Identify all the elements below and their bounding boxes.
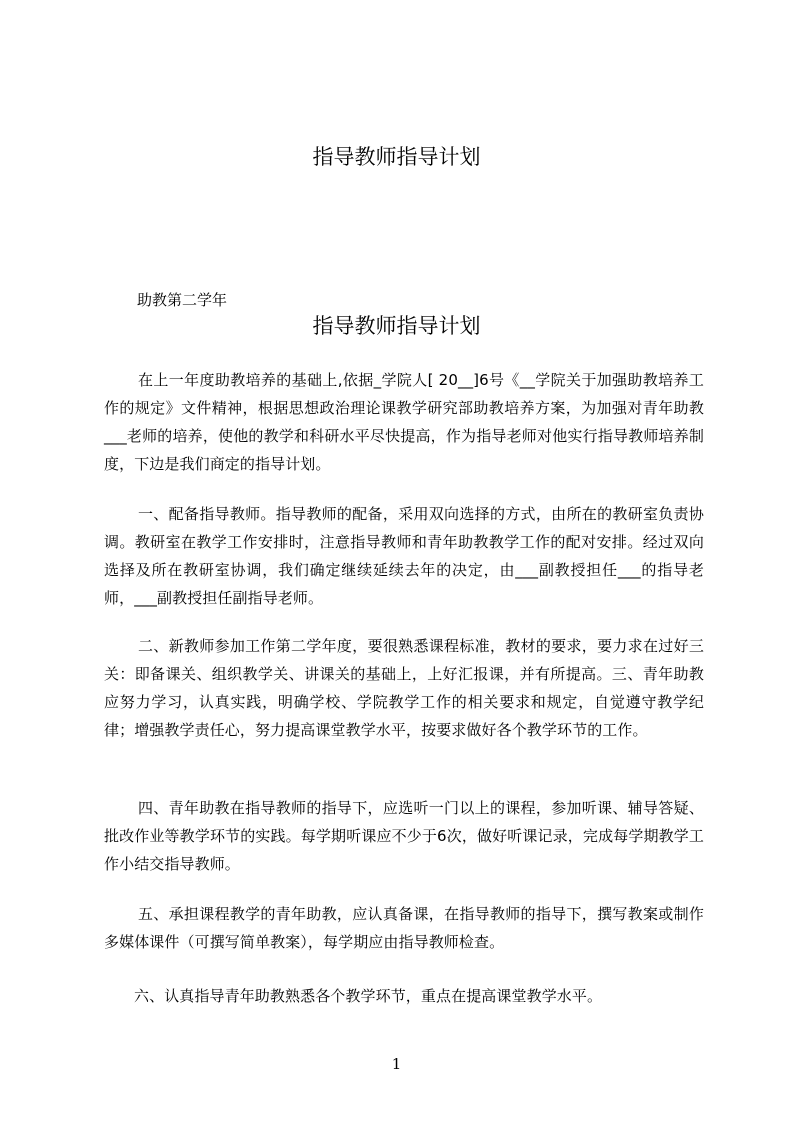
paragraph-item-6: 六、认真指导青年助教熟悉各个教学环节，重点在提高课堂教学水平。 — [134, 987, 603, 1005]
paragraph-intro: 在上一年度助教培养的基础上,依据_学院人[ 20__]6号《__学院关于加强助教培养工作的规定》文件精神，根据思想政治理论课教学研究部助教培养方案，为加强对青年助教___老师的培养，使他的教学和科研水平尽快提高，作为指导老师对他实行指导教师培养制度，下边是我们商定的指导计划。 — [104, 371, 704, 473]
paragraph-item-5: 五、承担课程教学的青年助教，应认真备课，在指导教师的指导下，撰写教案或制作多媒体课件（可撰写简单教案），每学期应由指导教师检查。 — [104, 905, 704, 951]
section-title: 指导教师指导计划 — [312, 314, 481, 338]
paragraph-item-4: 四、青年助教在指导教师的指导下，应选听一门以上的课程，参加听课、辅导答疑、批改作业等教学环节的实践。每学期听课应不少于6次，做好听课记录，完成每学期教学工作小结交指导教师。 — [104, 799, 704, 873]
paragraph-item-1: 一、配备指导教师。指导教师的配备，采用双向选择的方式，由所在的教研室负责协调。教研室在教学工作安排时，注意指导教师和青年助教教学工作的配对安排。经过双向选择及所在教研室协调，我们确定继续延续去年的决定，由___副教授担任___的指导老师，___副教授担任副指导老师。 — [104, 505, 704, 607]
subtitle-label: 助教第二学年 — [137, 291, 228, 309]
paragraph-item-2-3: 二、新教师参加工作第二学年度，要很熟悉课程标准，教材的要求，要力求在过好三关：即备课关、组织教学关、讲课关的基础上，上好汇报课，并有所提高。三、青年助教应努力学习，认真实践，明确学校、学院教学工作的相关要求和规定，自觉遵守教学纪律；增强教学责任心，努力提高课堂教学水平，按要求做好各个教学环节的工作。 — [104, 637, 704, 739]
document-title: 指导教师指导计划 — [312, 145, 481, 169]
page-number: 1 — [391, 1055, 402, 1073]
